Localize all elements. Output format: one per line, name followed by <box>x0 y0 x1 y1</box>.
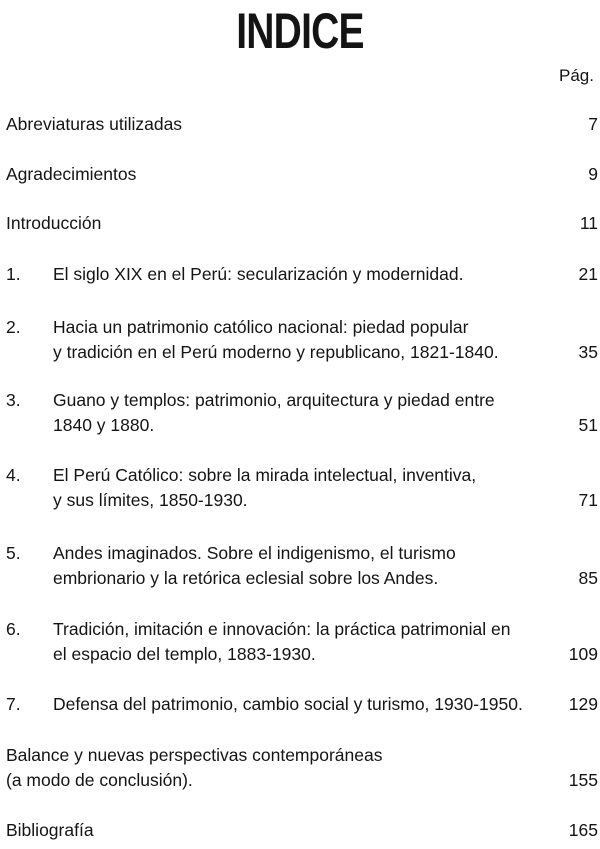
toc-entry-agradecimientos[interactable] <box>6 162 598 187</box>
toc-entry-title: Bibliografía <box>6 820 94 840</box>
toc-entry-title-line: 1840 y 1880. <box>53 415 155 435</box>
toc-entry-title-line: El Perú Católico: sobre la mirada intelectual, inventiva, <box>53 465 477 485</box>
toc-entry-page: 11 <box>579 213 598 233</box>
toc-entry-chapter-5[interactable] <box>6 541 598 591</box>
toc-entry-page: 7 <box>588 114 598 134</box>
toc-entry-number: 3. <box>6 390 21 410</box>
toc-entry-title: Introducción <box>6 213 102 233</box>
toc-entry-chapter-4[interactable] <box>6 463 598 513</box>
toc-entry-title-line: Tradición, imitación e innovación: la práctica patrimonial en <box>53 619 511 639</box>
toc-entry-number: 4. <box>6 465 21 485</box>
toc-entry-page: 71 <box>578 490 598 510</box>
toc-entry-page: 85 <box>578 568 598 588</box>
toc-entry-title-line: embrionario y la retórica eclesial sobre los Andes. <box>53 568 439 588</box>
toc-entry-title-line: y sus límites, 1850-1930. <box>53 490 248 510</box>
toc-entry-page: 109 <box>568 644 598 664</box>
toc-entry-page: 155 <box>568 770 598 790</box>
toc-entry-title: Defensa del patrimonio, cambio social y turismo, 1930-1950. <box>53 694 523 714</box>
toc-entry-abreviaturas[interactable] <box>6 112 598 137</box>
page-title: INDICE <box>236 3 364 59</box>
toc-entry-title-line: Andes imaginados. Sobre el indigenismo, el turismo <box>53 543 456 563</box>
toc-entry-chapter-7[interactable] <box>6 692 598 717</box>
toc-entry-title: El siglo XIX en el Perú: secularización y modernidad. <box>53 264 464 284</box>
toc-entry-page: 21 <box>578 264 598 284</box>
toc-entry-number: 1. <box>6 264 21 284</box>
toc-entry-chapter-2[interactable] <box>6 315 598 365</box>
toc-entry-page: 165 <box>568 820 598 840</box>
toc-entry-number: 7. <box>6 694 21 714</box>
toc-entry-page: 129 <box>568 694 598 714</box>
page-column-header: Pág. <box>559 66 594 85</box>
toc-entry-chapter-3[interactable] <box>6 388 598 438</box>
toc-entry-balance[interactable] <box>6 743 598 793</box>
toc-entry-title-line: el espacio del templo, 1883-1930. <box>53 644 316 664</box>
toc-entry-title: Agradecimientos <box>6 164 137 184</box>
toc-entry-number: 6. <box>6 619 21 639</box>
toc-entry-page: 51 <box>578 415 598 435</box>
toc-entry-number: 2. <box>6 317 21 337</box>
toc-entry-title-line: Hacia un patrimonio católico nacional: piedad popular <box>53 317 469 337</box>
toc-entry-chapter-1[interactable] <box>6 262 598 287</box>
toc-entry-introduccion[interactable] <box>6 211 598 236</box>
toc-entry-title-line: Balance y nuevas perspectivas contemporáneas <box>6 745 383 765</box>
toc-entry-chapter-6[interactable] <box>6 617 598 667</box>
toc-entry-number: 5. <box>6 543 21 563</box>
toc-entry-page: 9 <box>588 164 598 184</box>
toc-entry-page: 35 <box>578 342 598 362</box>
toc-entry-title-line: Guano y templos: patrimonio, arquitectura y piedad entre <box>53 390 495 410</box>
toc-entry-title-line: (a modo de conclusión). <box>6 770 193 790</box>
toc-entry-bibliografia[interactable] <box>6 818 598 843</box>
toc-entry-title-line: y tradición en el Perú moderno y republicano, 1821-1840. <box>53 342 499 362</box>
toc-entry-title: Abreviaturas utilizadas <box>6 114 183 134</box>
